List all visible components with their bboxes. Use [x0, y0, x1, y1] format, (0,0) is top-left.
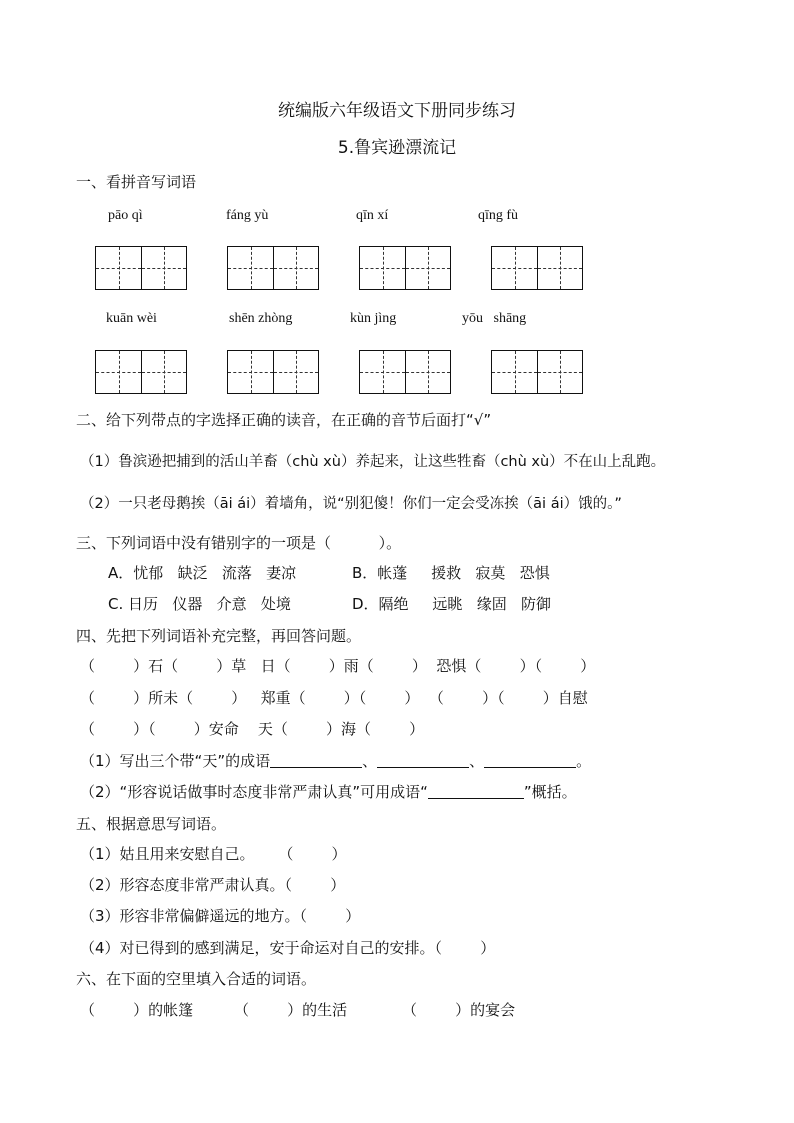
pinyin-4: qīng fù [478, 208, 519, 223]
tianzige-grid[interactable] [359, 350, 451, 394]
question-2-2: （2）一只老母鹅挨（āi ái）着墙角，说“别犯傻！你们一定会受冻挨（āi ái）饿的。” [80, 496, 622, 512]
section-5-heading: 五、根据意思写词语。 [76, 815, 227, 833]
tianzige-grid[interactable] [227, 246, 319, 290]
section-4-heading: 四、先把下列词语补充完整，再回答问题。 [76, 627, 362, 645]
tianzige-grid[interactable] [95, 246, 187, 290]
lesson-title: 5.鲁宾逊漂流记 [337, 138, 457, 158]
answer-blank[interactable] [377, 751, 469, 768]
question-4-1-text: （1）写出三个带“天”的成语 [80, 752, 271, 770]
option-d: D．隔绝 远眺 缘固 防御 [352, 595, 551, 613]
separator: 、 [362, 752, 378, 770]
pinyin-3: qīn xí [356, 208, 389, 223]
tianzige-grid[interactable] [95, 350, 187, 394]
question-4-2-end: ”概括。 [523, 783, 577, 801]
option-b: B．帐蓬 援救 寂莫 恐惧 [352, 564, 550, 582]
question-4-2 [80, 782, 577, 802]
tianzige-grid[interactable] [491, 350, 583, 394]
fill-line-1: （ ）石（ ）草 日（ ）雨（ ） 恐惧（ ）（ ） [80, 657, 596, 675]
question-4-1 [80, 751, 591, 771]
fill-item-1: （ ）的帐篷 [80, 1001, 194, 1019]
period: 。 [576, 752, 592, 770]
pinyin-7: kùn jìng [350, 311, 397, 326]
question-4-2-text: （2）“形容说话做事时态度非常严肃认真”可用成语“ [80, 783, 428, 801]
section-1-heading: 一、看拼音写词语 [76, 173, 197, 191]
tianzige-grid[interactable] [491, 246, 583, 290]
pinyin-5: kuān wèi [106, 311, 157, 326]
question-2-1: （1）鲁滨逊把捕到的活山羊畜（chù xù）养起来，让这些牲畜（chù xù）不在山上乱跑。 [80, 454, 666, 470]
question-5-3: （3）形容非常偏僻遥远的地方。（ ） [80, 907, 361, 925]
section-6-heading: 六、在下面的空里填入合适的词语。 [76, 970, 317, 988]
option-a: A．忧郁 缺泛 流落 妻凉 [108, 564, 297, 582]
answer-blank[interactable] [428, 782, 524, 799]
pinyin-6: shēn zhòng [229, 311, 293, 326]
pinyin-2: fáng yù [226, 208, 269, 223]
fill-line-3: （ ）（ ）安命 天（ ）海（ ） [80, 720, 425, 738]
pinyin-8: yōu shāng [462, 311, 527, 326]
question-5-4: （4）对已得到的感到满足，安于命运对自己的安排。（ ） [80, 939, 496, 957]
question-5-1: （1）姑且用来安慰自己。 （ ） [80, 845, 347, 863]
fill-item-2: （ ）的生活 [234, 1001, 348, 1019]
question-5-2: （2）形容态度非常严肃认真。（ ） [80, 876, 346, 894]
answer-blank[interactable] [484, 751, 576, 768]
tianzige-grid[interactable] [359, 246, 451, 290]
section-3-heading: 三、下列词语中没有错别字的一项是（ ）。 [76, 534, 402, 552]
section-2-heading: 二、给下列带点的字选择正确的读音，在正确的音节后面打“√” [76, 411, 492, 429]
fill-item-3: （ ）的宴会 [402, 1001, 516, 1019]
answer-blank[interactable] [270, 751, 362, 768]
pinyin-1: pāo qì [108, 208, 143, 223]
separator: 、 [469, 752, 485, 770]
tianzige-grid[interactable] [227, 350, 319, 394]
fill-line-2: （ ）所未（ ） 郑重（ ）（ ） （ ）（ ）自慰 [80, 689, 588, 707]
option-c: C. 日历 仪器 介意 处境 [108, 595, 291, 613]
page-title: 统编版六年级语文下册同步练习 [278, 101, 516, 121]
